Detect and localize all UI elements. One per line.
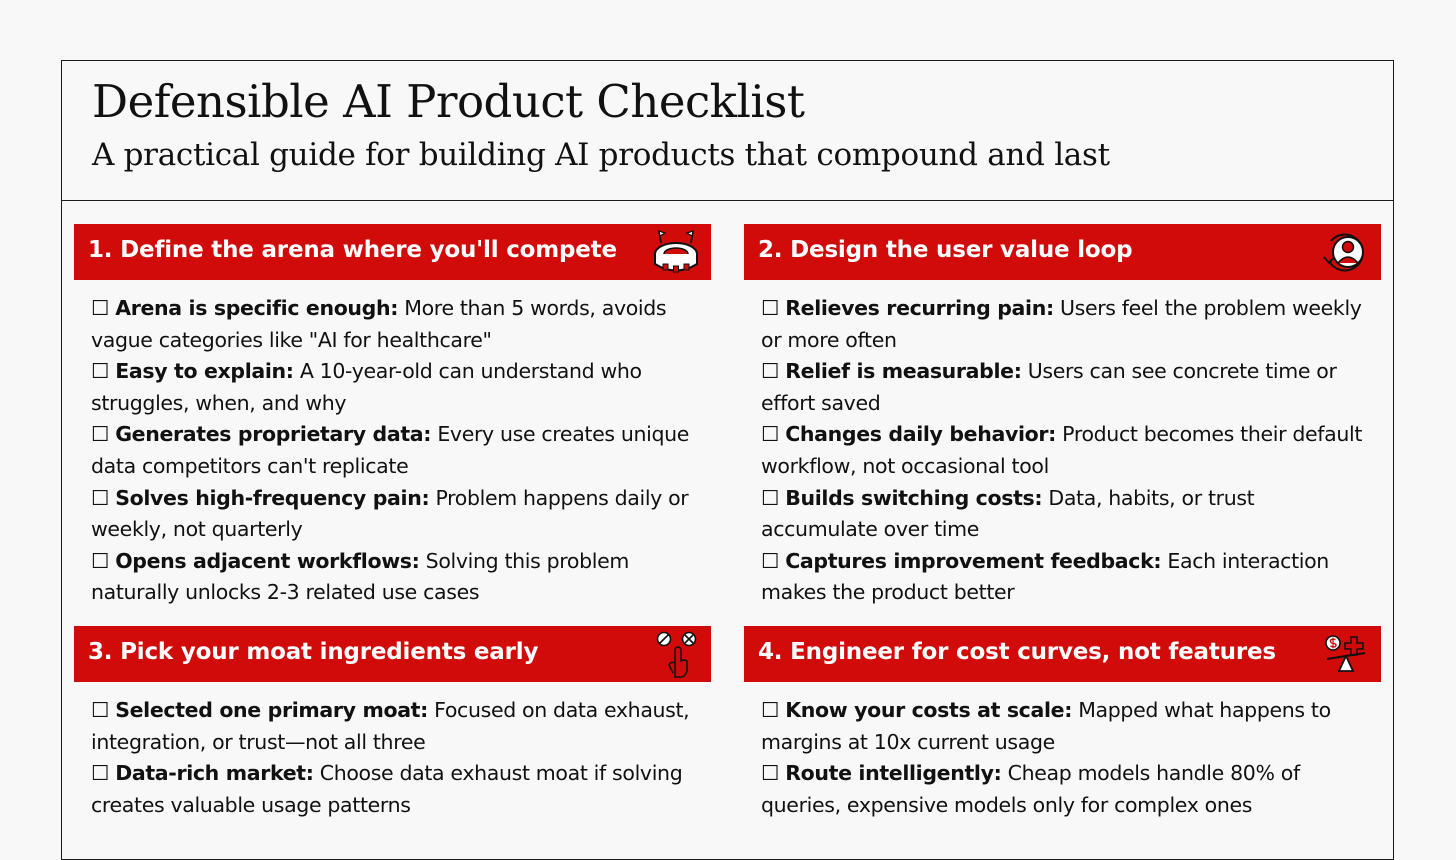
section-moat-ingredients	[74, 626, 711, 821]
item-label: Captures improvement feedback:	[785, 548, 1162, 573]
checklist-item[interactable]	[91, 695, 706, 758]
item-text: Product becomes their default workflow, not occasional tool	[761, 422, 1363, 478]
checklist-item[interactable]	[761, 758, 1376, 821]
checkbox-icon[interactable]: ☐	[91, 359, 110, 384]
stadium-icon	[651, 227, 701, 277]
section-title: 4. Engineer for cost curves, not features	[758, 639, 1276, 665]
item-label: Relieves recurring pain:	[785, 296, 1054, 320]
checkbox-icon[interactable]: ☐	[91, 548, 110, 573]
section-user-value-loop	[744, 224, 1381, 609]
section-define-arena	[74, 224, 711, 609]
header	[62, 61, 1393, 201]
checkbox-icon[interactable]: ☐	[761, 698, 780, 722]
checkbox-icon[interactable]: ☐	[761, 761, 780, 786]
checkbox-icon[interactable]: ☐	[91, 296, 110, 320]
item-text: Each interaction makes the product better	[761, 548, 1329, 605]
user-loop-icon	[1321, 227, 1371, 277]
section-title: 3. Pick your moat ingredients early	[88, 639, 539, 665]
checkbox-icon[interactable]: ☐	[761, 548, 780, 573]
item-text: Choose data exhaust moat if solving creates valuable usage patterns	[91, 761, 683, 817]
section-title: 2. Design the user value loop	[758, 237, 1133, 263]
checkbox-icon[interactable]: ☐	[91, 485, 110, 510]
checklist-item[interactable]	[761, 419, 1376, 482]
item-text: Every use creates unique data competitors can't replicate	[91, 422, 690, 478]
item-label: Solves high-frequency pain:	[115, 485, 430, 510]
checklist-item[interactable]	[761, 695, 1376, 758]
checklist-item[interactable]	[761, 546, 1376, 609]
checklist-item[interactable]	[761, 293, 1376, 356]
item-label: Selected one primary moat:	[115, 698, 428, 722]
item-text: A 10-year-old can understand who struggles, when, and why	[91, 359, 642, 415]
section-banner	[744, 224, 1381, 280]
item-text: Users can see concrete time or effort saved	[761, 359, 1337, 415]
item-label: Builds switching costs:	[785, 485, 1043, 510]
page-title: Defensible AI Product Checklist	[92, 75, 805, 128]
checklist-item[interactable]	[91, 483, 706, 546]
checklist	[744, 293, 1376, 609]
checkbox-icon[interactable]: ☐	[761, 422, 780, 447]
checkbox-icon[interactable]: ☐	[761, 359, 780, 384]
section-banner	[74, 224, 711, 280]
checkbox-icon[interactable]: ☐	[761, 296, 780, 320]
item-label: Know your costs at scale:	[785, 698, 1073, 722]
checkbox-icon[interactable]: ☐	[91, 422, 110, 447]
hand-choice-icon	[651, 629, 701, 679]
item-label: Opens adjacent workflows:	[115, 548, 420, 573]
item-label: Arena is specific enough:	[115, 296, 399, 320]
cost-balance-icon	[1321, 629, 1371, 679]
checklist-item[interactable]	[91, 419, 706, 482]
checklist	[74, 293, 706, 609]
item-label: Easy to explain:	[115, 359, 294, 384]
checklist-item[interactable]	[761, 483, 1376, 546]
checklist	[74, 695, 706, 821]
checklist-item[interactable]	[91, 293, 706, 356]
checklist-item[interactable]	[91, 546, 706, 609]
item-label: Generates proprietary data:	[115, 422, 432, 447]
checklist-item[interactable]	[91, 758, 706, 821]
item-label: Route intelligently:	[785, 761, 1002, 786]
item-text: Data, habits, or trust accumulate over time	[761, 485, 1255, 542]
item-label: Changes daily behavior:	[785, 422, 1056, 447]
section-cost-curves	[744, 626, 1381, 821]
page-subtitle: A practical guide for building AI products that compound and last	[92, 137, 1110, 173]
item-text: Users feel the problem weekly or more often	[761, 296, 1362, 352]
checkbox-icon[interactable]: ☐	[761, 485, 780, 510]
section-title: 1. Define the arena where you'll compete	[88, 237, 617, 263]
checkbox-icon[interactable]: ☐	[91, 761, 110, 786]
item-text: Cheap models handle 80% of queries, expensive models only for complex ones	[761, 761, 1300, 817]
item-text: Solving this problem naturally unlocks 2-3 related use cases	[91, 548, 630, 605]
item-label: Data-rich market:	[115, 761, 314, 786]
checklist	[744, 695, 1376, 821]
item-text: Focused on data exhaust, integration, or trust—not all three	[91, 698, 690, 754]
item-text: Problem happens daily or weekly, not quarterly	[91, 485, 689, 542]
checkbox-icon[interactable]: ☐	[91, 698, 110, 722]
item-label: Relief is measurable:	[785, 359, 1022, 384]
section-banner	[74, 626, 711, 682]
section-banner	[744, 626, 1381, 682]
checklist-item[interactable]	[91, 356, 706, 419]
item-text: Mapped what happens to margins at 10x current usage	[761, 698, 1331, 754]
item-text: More than 5 words, avoids vague categories like "AI for healthcare"	[91, 296, 667, 352]
checklist-item[interactable]	[761, 356, 1376, 419]
